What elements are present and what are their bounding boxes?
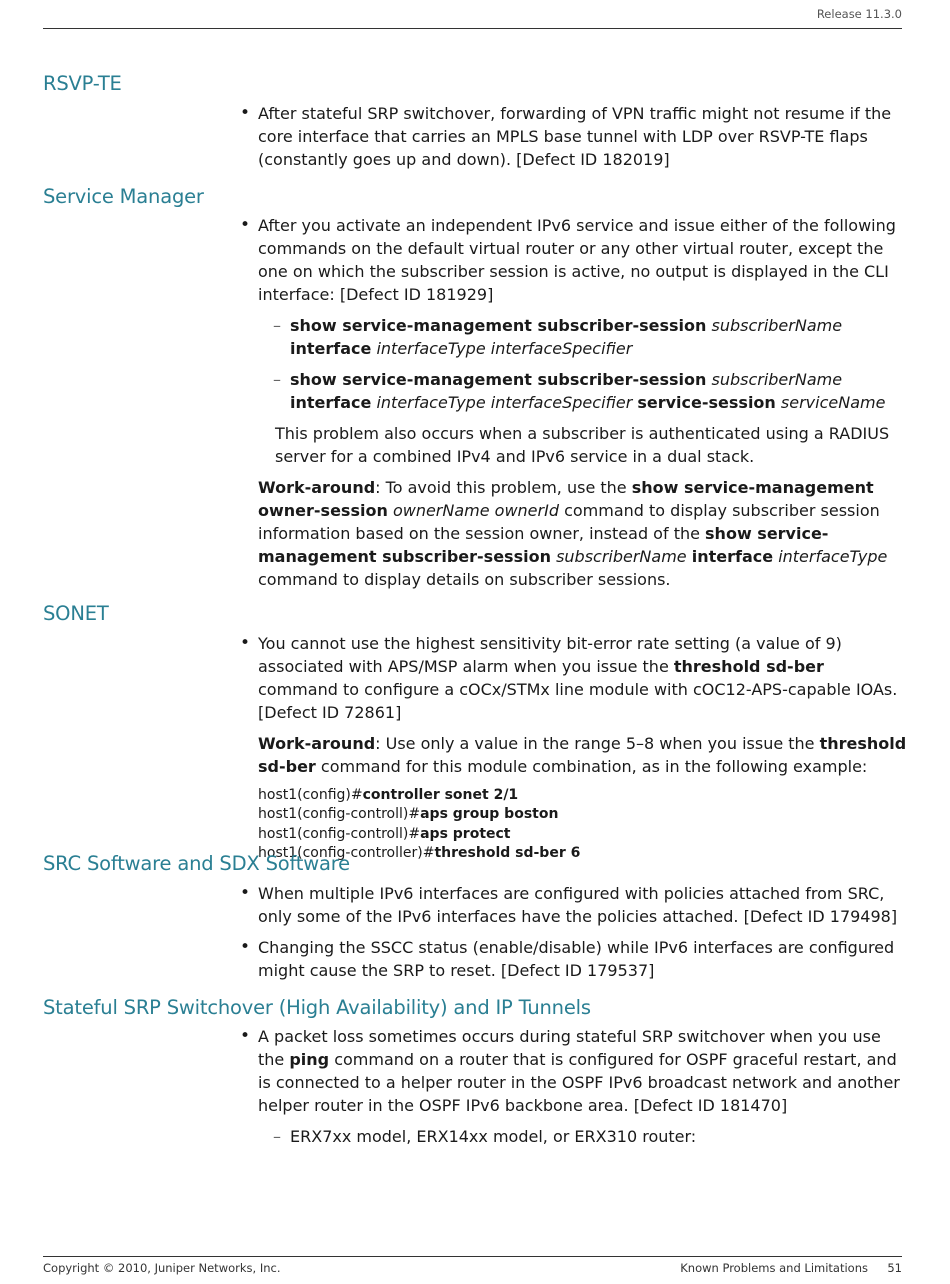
bullet-item: • After you activate an independent IPv6 service and issue either of the following commands on the default virtual router or any other virtual router, except the one on which the subscriber session is active, no output is displayed in the CLI interface: [Defect ID 181929] bbox=[258, 214, 908, 306]
footer-rule bbox=[43, 1256, 902, 1257]
footer-page-number: 51 bbox=[887, 1261, 902, 1275]
command-item: – show service-management subscriber-session subscriberName interface interfaceType interfaceSpecifier bbox=[290, 314, 908, 360]
section-heading-src: SRC Software and SDX Software bbox=[43, 852, 350, 875]
sub-item: – ERX7xx model, ERX14xx model, or ERX310 router: bbox=[290, 1125, 908, 1148]
bullet-item: • A packet loss sometimes occurs during stateful SRP switchover when you use the ping command on a router that is configured for OSPF graceful restart, and is connected to a helper router in the OSPF IPv6 broadcast network and another helper router in the OSPF IPv6 backbone area. [Defect ID 181470] bbox=[258, 1025, 908, 1117]
section-body-sonet bbox=[258, 632, 908, 863]
section-body-src bbox=[258, 882, 908, 982]
bullet-item: • Changing the SSCC status (enable/disable) while IPv6 interfaces are configured might cause the SRP to reset. [Defect ID 179537] bbox=[258, 936, 908, 982]
section-body-stateful-srp bbox=[258, 1025, 908, 1148]
section-heading-service-manager: Service Manager bbox=[43, 185, 204, 208]
header-release: Release 11.3.0 bbox=[816, 7, 902, 21]
section-heading-stateful-srp: Stateful SRP Switchover (High Availability) and IP Tunnels bbox=[43, 996, 591, 1019]
code-line: host1(config)#controller sonet 2/1 bbox=[258, 787, 519, 803]
header-rule bbox=[43, 28, 902, 29]
section-body-service-manager bbox=[258, 214, 908, 591]
code-line: host1(config-controll)#aps group boston bbox=[258, 806, 559, 823]
note-paragraph: This problem also occurs when a subscriber is authenticated using a RADIUS server for a combined IPv4 and IPv6 service in a dual stack. bbox=[275, 424, 890, 466]
bullet-item: • You cannot use the highest sensitivity bit-error rate setting (a value of 9) associated with APS/MSP alarm when you issue the threshold sd-ber command to configure a cOCx/STMx line module with cOC12-APS-capable IOAs. [Defect ID 72861] bbox=[258, 632, 908, 724]
command-item: – show service-management subscriber-session subscriberName interface interfaceType interfaceSpecifier service-session serviceName bbox=[290, 368, 908, 414]
workaround-paragraph: Work-around: To avoid this problem, use the show service-management owner-session ownerName ownerId command to display subscriber session information based on the session owner, instead of the show service-management subscriber-session subscriberName interface interfaceType command to display details on subscriber sessions. bbox=[258, 478, 888, 589]
code-line: host1(config-controll)#aps protect bbox=[258, 825, 511, 842]
bullet-item: • After stateful SRP switchover, forwarding of VPN traffic might not resume if the core interface that carries an MPLS base tunnel with LDP over RSVP-TE flaps (constantly goes up and down). [Defect ID 182019] bbox=[258, 102, 908, 171]
bullet-item: • When multiple IPv6 interfaces are configured with policies attached from SRC, only some of the IPv6 interfaces have the policies attached. [Defect ID 179498] bbox=[258, 882, 908, 928]
section-body-rsvp-te bbox=[258, 102, 908, 171]
workaround-paragraph: Work-around: Use only a value in the range 5–8 when you issue the threshold sd-ber command for this module combination, as in the following example: bbox=[258, 734, 907, 776]
section-heading-sonet: SONET bbox=[43, 602, 109, 625]
section-heading-rsvp-te: RSVP-TE bbox=[43, 72, 122, 95]
footer-copyright: Copyright © 2010, Juniper Networks, Inc. bbox=[43, 1261, 281, 1275]
code-line: host1(config-controller)#threshold sd-ber 6 bbox=[258, 844, 581, 861]
footer-section-title: Known Problems and Limitations bbox=[680, 1261, 868, 1275]
